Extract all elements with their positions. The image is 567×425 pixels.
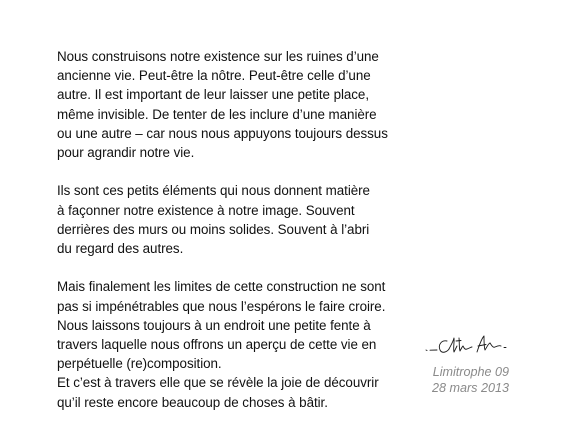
handwritten-signature <box>420 328 520 364</box>
paragraph-3: Mais finalement les limites de cette construction ne sont pas si impénétrables que nous l’espérons le faire croire. Nous laissons toujours à un endroit une petite fente à travers laquelle nous offrons un aperçu de cette vie en perpétuelle (re)composition. Et c’est à travers elle que se révèle la joie de découvrir qu’il reste encore beaucoup de choses à bâtir. <box>57 279 386 410</box>
paragraph-1: Nous construisons notre existence sur les ruines d’une ancienne vie. Peut-être la nôtre. Peut-être celle d’une autre. Il est important de leur laisser une petite place, même invisible. De tenter de les inclure d’une manière ou une autre – car nous nous appuyons toujours dessus pour agrandir notre vie. <box>57 49 388 161</box>
caption-date: 28 mars 2013 <box>431 380 509 395</box>
caption-title: Limitrophe 09 <box>432 365 509 379</box>
paragraph-2: Ils sont ces petits éléments qui nous donnent matière à façonner notre existence à notre image. Souvent derrières des murs ou moins solides. Souvent à l’abri du regard des autres. <box>57 183 370 257</box>
caption <box>432 365 509 396</box>
body-text <box>57 47 413 412</box>
